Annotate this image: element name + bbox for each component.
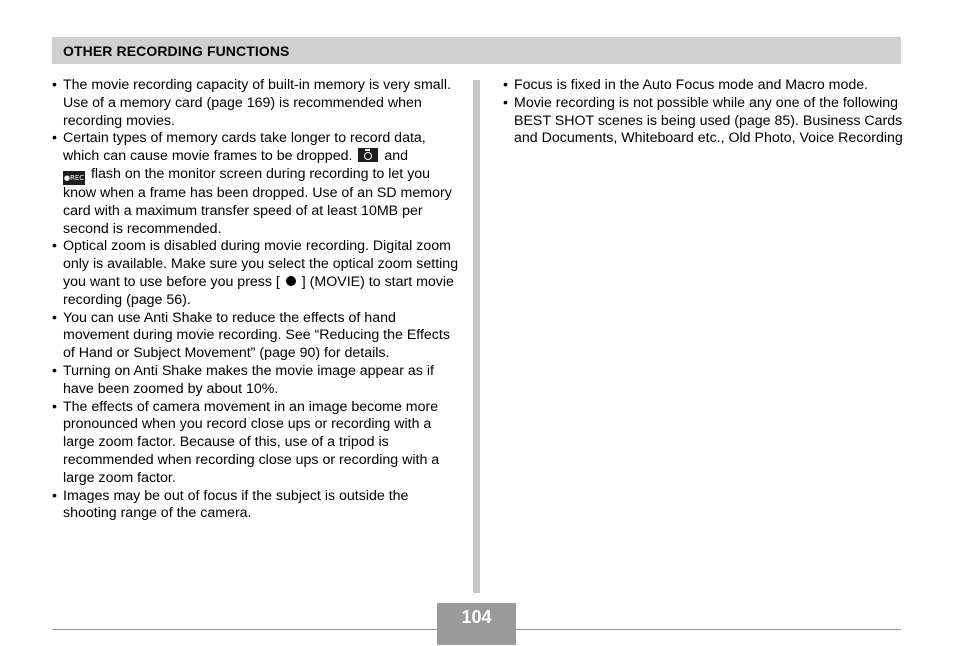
movie-dot-icon	[286, 276, 296, 286]
bullet-item: • Images may be out of focus if the subject is outside the shooting range of the camera.	[52, 488, 460, 524]
bullet-item: • Focus is fixed in the Auto Focus mode and Macro mode.	[503, 77, 903, 95]
left-column	[52, 77, 460, 523]
bullet-item: • Movie recording is not possible while any one of the following BEST SHOT scenes is being used (page 85). Business Cards and Documents, Whiteboard etc., Old Photo, Voice Recording	[503, 95, 903, 148]
right-bullet-list	[503, 77, 903, 148]
right-column	[503, 77, 903, 148]
bullet-text: flash on the monitor screen during recording to let you know when a frame has been dropped. Use of an SD memory card with a maximum transfer speed of at least 10MB per second is recommended.	[63, 165, 452, 237]
bullet-item: • Turning on Anti Shake makes the movie image appear as if have been zoomed by about 10%.	[52, 363, 460, 399]
section-header-bar	[52, 37, 901, 64]
bullet-item: • You can use Anti Shake to reduce the effects of hand movement during movie recording. See “Reducing the Effects of Hand or Subject Movement” (page 90) for details.	[52, 310, 460, 363]
column-divider	[473, 80, 480, 593]
bullet-item: • The movie recording capacity of built-in memory is very small. Use of a memory card (page 169) is recommended when recording movies.	[52, 77, 460, 130]
bullet-item: • The effects of camera movement in an image become more pronounced when you record close ups or recording with a large zoom factor. Because of this, use of a tripod is recommended when recording close ups or recording with a large zoom factor.	[52, 399, 460, 488]
left-bullet-list	[52, 77, 460, 523]
bullet-text: ] (MOVIE) to start movie recording (page 56).	[63, 273, 454, 308]
section-title: OTHER RECORDING FUNCTIONS	[63, 43, 290, 59]
bullet-text: Certain types of memory cards take longer to record data, which can cause movie frames to be dropped.	[63, 130, 426, 165]
rec-icon: ●REC	[63, 171, 85, 185]
bullet-text: and	[384, 148, 409, 165]
bullet-item	[52, 238, 460, 309]
camera-icon	[358, 148, 378, 162]
page-number-badge	[437, 603, 516, 645]
page-number: 104	[461, 607, 492, 627]
bullet-item	[52, 130, 460, 238]
bullet-text: Optical zoom is disabled during movie recording. Digital zoom only is available. Make sure you select the optical zoom setting you want to use before you press [	[63, 238, 459, 290]
